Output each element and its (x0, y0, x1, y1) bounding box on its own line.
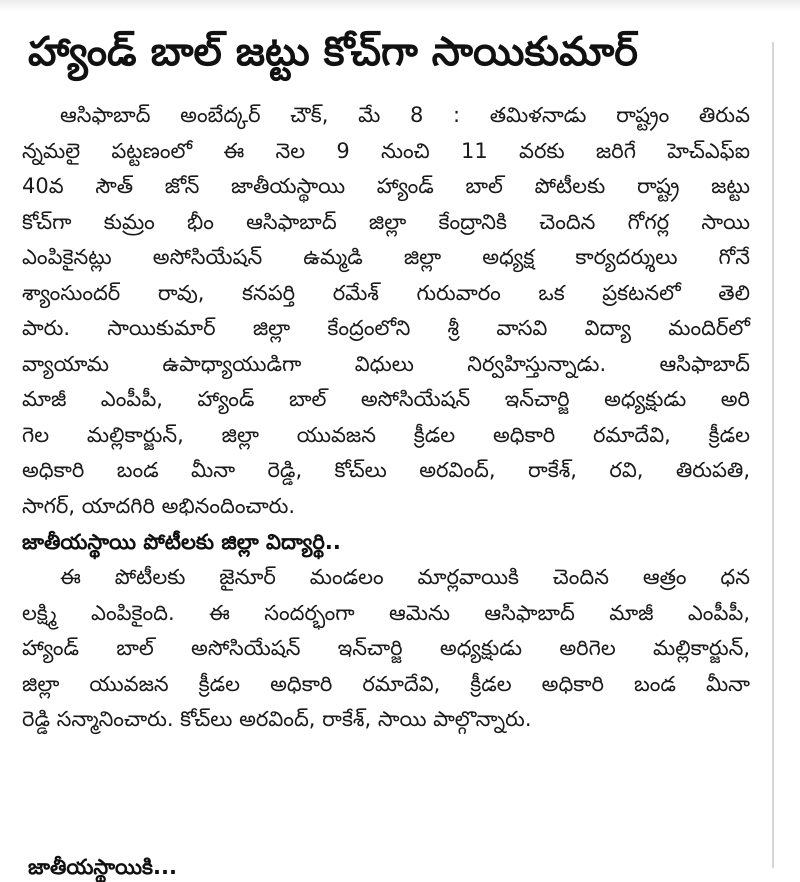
body-line: పారు. సాయికుమార్ జిల్లా కేంద్రంలోని శ్రీ వాసవి విద్యా మందిర్‌లో (22, 316, 750, 340)
body-line: 40వ సౌత్ జోన్ జాతీయస్థాయి హ్యాండ్ బాల్ పోటీలకు రాష్ట్ర జట్టు (22, 174, 750, 198)
body-line: ఎంపికైనట్లు అసోసియేషన్ ఉమ్మడి జిల్లా అధ్యక్ష కార్యదర్శులు గోనే (22, 245, 750, 269)
article-body (22, 98, 750, 738)
body-line: వ్యాయామ ఉపాధ్యాయుడిగా విధులు నిర్వహిస్తున్నాడు. ఆసిఫాబాద్ (22, 351, 750, 376)
body-line: ఆసిఫాబాద్ అంబేద్కర్ చౌక్, మే 8 : తమిళనాడు రాష్ట్రం తిరువ (60, 103, 750, 127)
body-line: అధికారి బండ మీనా రెడ్డి, కోచ్‌లు అరవింద్, రాకేశ్, రవి, తిరుపతి, (22, 458, 750, 482)
next-subheading-cut-off: జాతీయస్థాయికి... (28, 855, 177, 879)
body-line: సాగర్, యాదగిరి అభినందించారు. (22, 493, 296, 518)
article-paragraph-1 (22, 98, 750, 524)
column-divider-rule (772, 42, 774, 868)
body-line: ఈ పోటీలకు జైనూర్ మండలం మార్లవాయికి చెందిన ఆత్రం ధన (60, 565, 750, 589)
body-line: శ్యాంసుందర్ రావు, కనపర్తి రమేశ్ గురువారం ఒక ప్రకటనలో తెలి (22, 280, 750, 305)
body-line: రెడ్డి సన్మానించారు. కోచ్‌లు అరవింద్, రాకేశ్, సాయి పాల్గొన్నారు. (22, 707, 532, 731)
body-line: గెల మల్లికార్జున్, జిల్లా యువజన క్రీడల అధికారి రమాదేవి, క్రీడల (22, 422, 750, 447)
body-line: మాజీ ఎంపీపీ, హ్యాండ్ బాల్ అసోసియేషన్ ఇన్‌చార్జి అధ్యక్షుడు అరి (22, 387, 750, 411)
article-headline: హ్యాండ్ బాల్ జట్టు కోచ్‌గా సాయికుమార్ (28, 29, 639, 75)
article-paragraph-2 (22, 560, 750, 738)
body-line: హ్యాండ్ బాల్ అసోసియేషన్ ఇన్‌చార్జి అధ్యక్షుడు అరిగెల మల్లికార్జున్, (22, 636, 750, 660)
body-line: కోచ్‌గా కుమ్రం భీం ఆసిఫాబాద్ జిల్లా కేంద్రానికి చెందిన గోగర్ల సాయి (22, 209, 750, 234)
body-line: లక్ష్మి ఎంపికైంది. ఈ సందర్భంగా ఆమెను ఆసిఫాబాద్ మాజీ ఎంపీపీ, (22, 600, 750, 625)
article-subheading: జాతీయస్థాయి పోటీలకు జిల్లా విద్యార్థి.. (22, 530, 341, 554)
body-line: న్నమలై పట్టణంలో ఈ నెల 9 నుంచి 11 వరకు జరిగే హెచ్ఎఫ్ఐ (22, 138, 750, 163)
body-line: జిల్లా యువజన క్రీడల అధికారి రమాదేవి, క్రీడల అధికారి బండ మీనా (22, 671, 750, 696)
top-page-edge (0, 0, 800, 12)
